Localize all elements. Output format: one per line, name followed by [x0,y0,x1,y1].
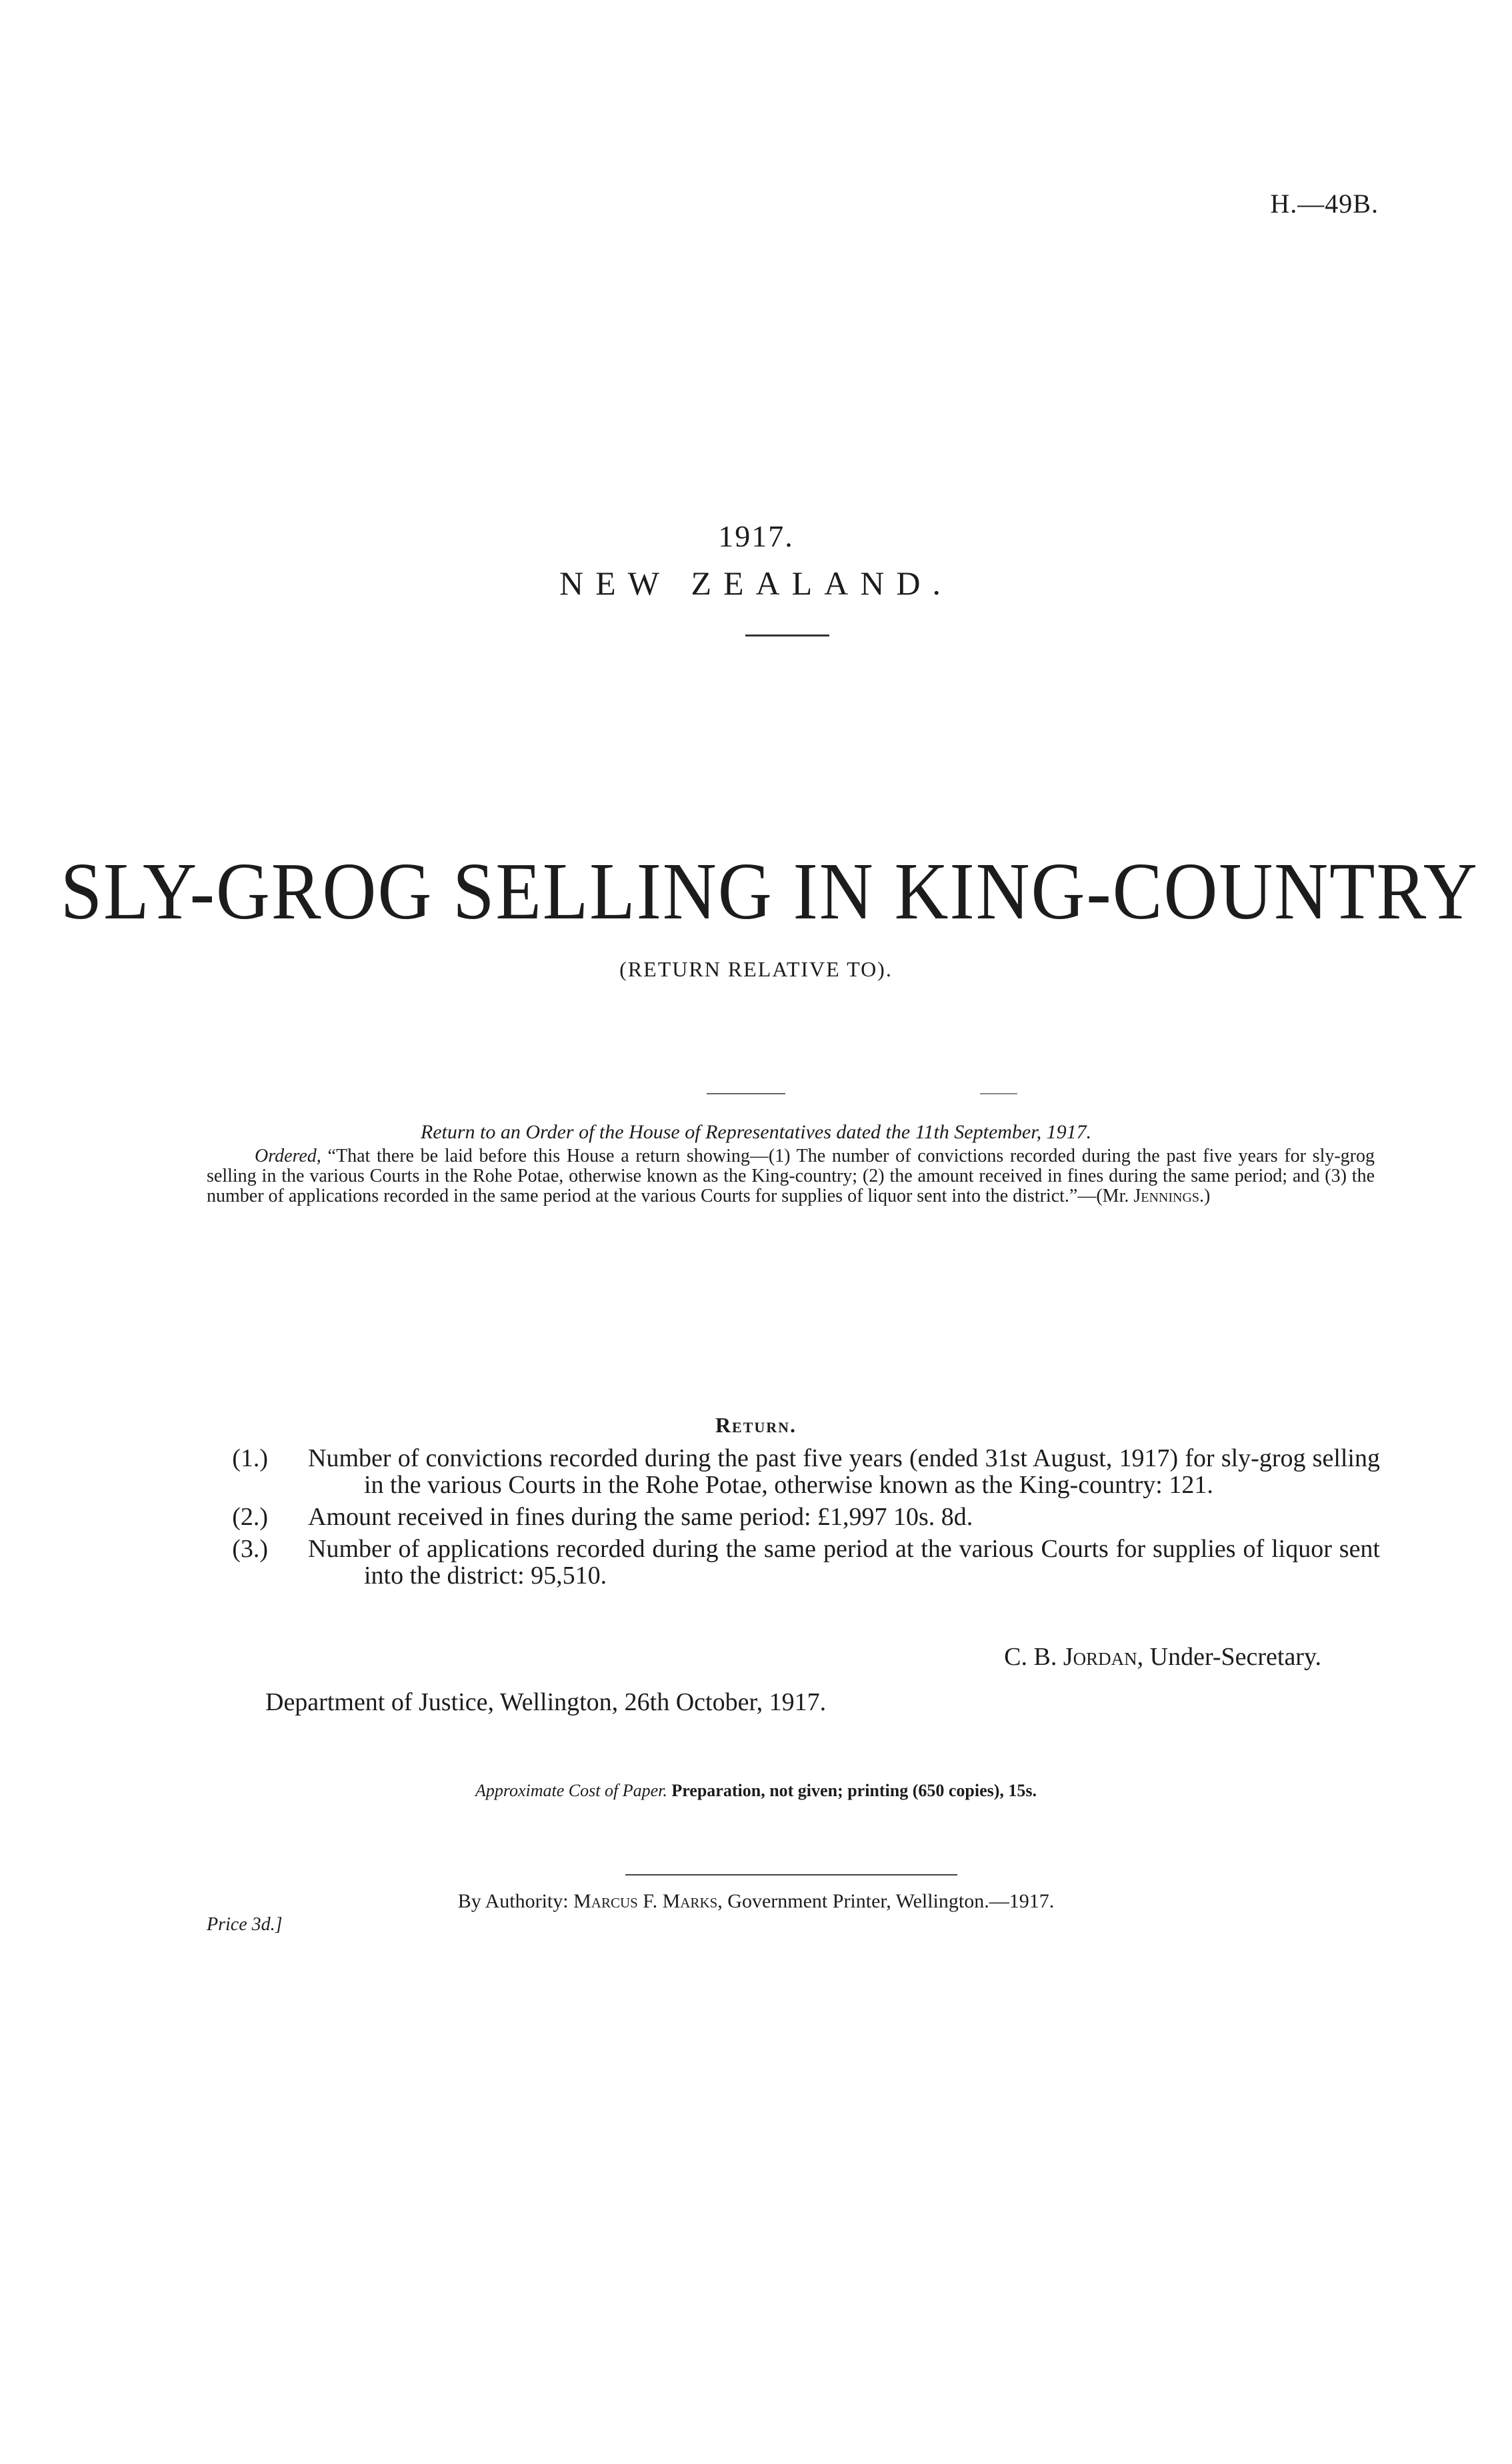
signatory-name: Jordan [1063,1643,1137,1671]
item-number: (2.) [232,1503,268,1531]
footer-divider [625,1874,957,1875]
authority-prefix: By Authority: [457,1890,574,1912]
title-divider [745,634,829,636]
return-heading: Return. [715,1413,797,1437]
item-text: Amount received in fines during the same period: £1,997 10s. 8d. [308,1503,973,1531]
return-items [207,1445,1380,1594]
document-reference: H.—49B. [1270,189,1379,219]
cost-line [0,1781,1512,1801]
order-paragraph [207,1146,1375,1206]
ordered-text: “That there be laid before this House a return showing—(1) The number of convictions recorded during the past five years for sly-grog selling in the various Courts in the Rohe Potae, otherwise known as the King-country; (2) the amount received in fines during the same period; and (3) the number of applications recorded in the same period at the various Courts for supplies of liquor sent into the district.”—(Mr. [207,1146,1375,1206]
price-label: Price 3d.] [207,1914,283,1935]
ordered-label: Ordered, [255,1146,321,1166]
item-text: Number of convictions recorded during the past five years (ended 31st August, 1917) for sly-grog selling in the various Courts in the Rohe Potae, otherwise known as the King-country: 121. [308,1444,1380,1499]
order-heading: Return to an Order of the House of Representatives dated the 11th September, 1917. [420,1121,1092,1143]
authority-suffix: , Government Printer, Wellington.—1917. [717,1890,1055,1912]
department-line: Department of Justice, Wellington, 26th October, 1917. [265,1688,827,1716]
document-title: SLY-GROG SELLING IN KING-COUNTRY [60,846,1479,936]
return-item [207,1536,1380,1589]
cost-text: Preparation, not given; printing (650 copies), 15s. [671,1781,1037,1800]
document-subtitle: (RETURN RELATIVE TO). [619,957,893,981]
member-name: Jennings [1133,1186,1200,1206]
signatory-initials: C. B. [1004,1643,1063,1671]
printer-name: Marcus F. Marks [573,1890,718,1912]
item-number: (1.) [232,1444,268,1472]
section-divider-short [980,1093,1017,1094]
return-item [207,1445,1380,1498]
signature-line [1004,1642,1321,1672]
section-divider [707,1093,785,1094]
return-item [207,1504,1380,1530]
printer-authority-line [0,1890,1512,1913]
cost-label: Approximate Cost of Paper. [475,1781,667,1800]
item-number: (3.) [232,1535,268,1563]
document-year: 1917. [718,519,794,553]
signatory-title: , Under-Secretary. [1137,1643,1321,1671]
ordered-closing: .) [1199,1186,1211,1206]
item-text: Number of applications recorded during the same period at the various Courts for supplies of liquor sent into the district: 95,510. [308,1535,1380,1590]
country-heading: NEW ZEALAND. [559,565,953,602]
